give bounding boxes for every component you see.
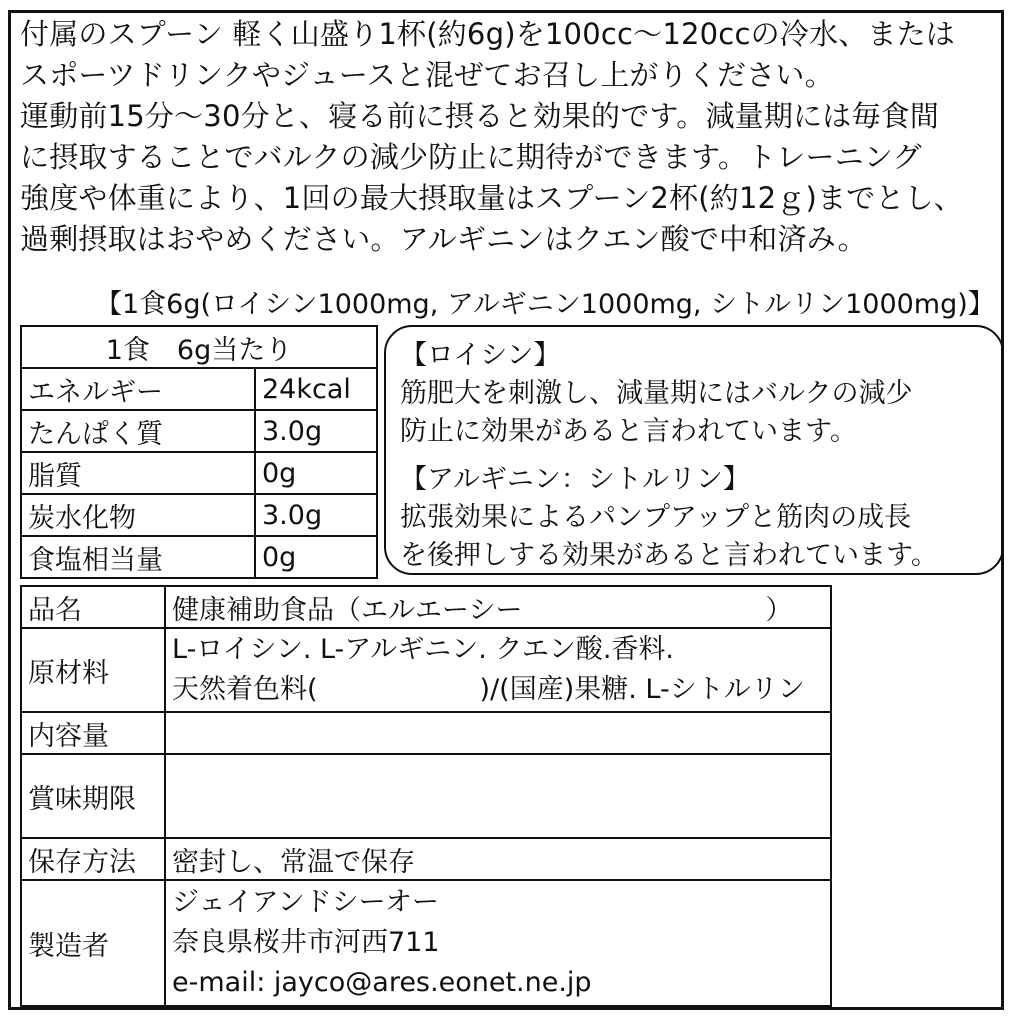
table-row: [21, 838, 831, 880]
nutrient-label: 炭水化物: [21, 494, 255, 536]
product-name-label: 品名: [21, 586, 165, 628]
storage-label: 保存方法: [21, 838, 165, 880]
nutrient-value: 0g: [255, 452, 377, 494]
table-row: [21, 754, 831, 838]
storage-value: 密封し、常温で保存: [165, 838, 831, 880]
table-row: [21, 712, 831, 754]
nutrient-value: 24kcal: [255, 368, 377, 410]
manufacturer-line: ジェイアンドシーオー: [172, 887, 440, 918]
arginine-text: を後押しする効果があると言われています。: [400, 540, 938, 571]
nutrient-label: 脂質: [21, 452, 255, 494]
ingredient-benefits-box: [384, 325, 1004, 575]
leucine-title: 【ロイシン】: [400, 340, 561, 371]
nutrient-value: 3.0g: [255, 494, 377, 536]
usage-instructions: [20, 14, 1010, 260]
manufacturer-line: 奈良県桜井市河西711: [172, 927, 440, 958]
table-row: [21, 880, 831, 1006]
intro-line: 過剰摂取はおやめください。アルギニンはクエン酸で中和済み。: [20, 222, 867, 256]
table-row: [21, 586, 831, 628]
ingredients-value: [165, 628, 831, 712]
expiry-value: [165, 754, 831, 838]
intro-line: スポーツドリンクやジュースと混ぜてお召し上がりください。: [20, 58, 834, 92]
table-row: [21, 628, 831, 712]
volume-value: [165, 712, 831, 754]
product-name-value: 健康補助食品（エルエーシー ）: [165, 586, 831, 628]
serving-note: 【1食6g(ロイシン1000mg, アルギニン1000mg, シトルリン1000mg)】: [95, 289, 995, 320]
nutrient-value: 0g: [255, 536, 377, 578]
manufacturer-value: [165, 880, 831, 1006]
nutrient-label: たんぱく質: [21, 410, 255, 452]
manufacturer-label: 製造者: [21, 880, 165, 1006]
arginine-text: 拡張効果によるパンプアップと筋肉の成長: [400, 502, 912, 533]
intro-line: に摂取することでバルクの減少防止に期待ができます。トレーニング: [20, 140, 922, 174]
intro-line: 強度や体重により、1回の最大摂取量はスプーン2杯(約12ｇ)までとし、: [20, 181, 963, 215]
volume-label: 内容量: [21, 712, 165, 754]
table-row: [21, 536, 377, 578]
leucine-text: 筋肥大を刺激し、減量期にはバルクの減少: [400, 378, 913, 409]
intro-line: 付属のスプーン 軽く山盛り1杯(約6g)を100cc〜120ccの冷水、または: [20, 17, 955, 51]
arginine-title: 【アルギニン：シトルリン】: [400, 464, 750, 495]
expiry-label: 賞味期限: [21, 754, 165, 838]
product-info-table: [20, 585, 832, 1007]
table-row: [21, 410, 377, 452]
table-row: [21, 494, 377, 536]
manufacturer-email: e-mail: jayco@ares.eonet.ne.jp: [172, 967, 592, 998]
ingredients-line: 天然着色料( )/(国産)果糖. L-シトルリン: [172, 674, 805, 705]
nutrition-table: [20, 325, 378, 579]
ingredients-label: 原材料: [21, 628, 165, 712]
table-row: [21, 452, 377, 494]
nutrient-label: 食塩相当量: [21, 536, 255, 578]
leucine-text: 防止に効果があると言われています。: [400, 416, 857, 447]
ingredients-line: L-ロイシン. L-アルギニン. クエン酸.香料.: [172, 634, 675, 665]
intro-line: 運動前15分〜30分と、寝る前に摂ると効果的です。減量期には毎食間: [20, 99, 940, 133]
nutrient-label: エネルギー: [21, 368, 255, 410]
nutrition-header: 1食 6g当たり: [21, 326, 377, 368]
nutrient-value: 3.0g: [255, 410, 377, 452]
table-row: [21, 368, 377, 410]
